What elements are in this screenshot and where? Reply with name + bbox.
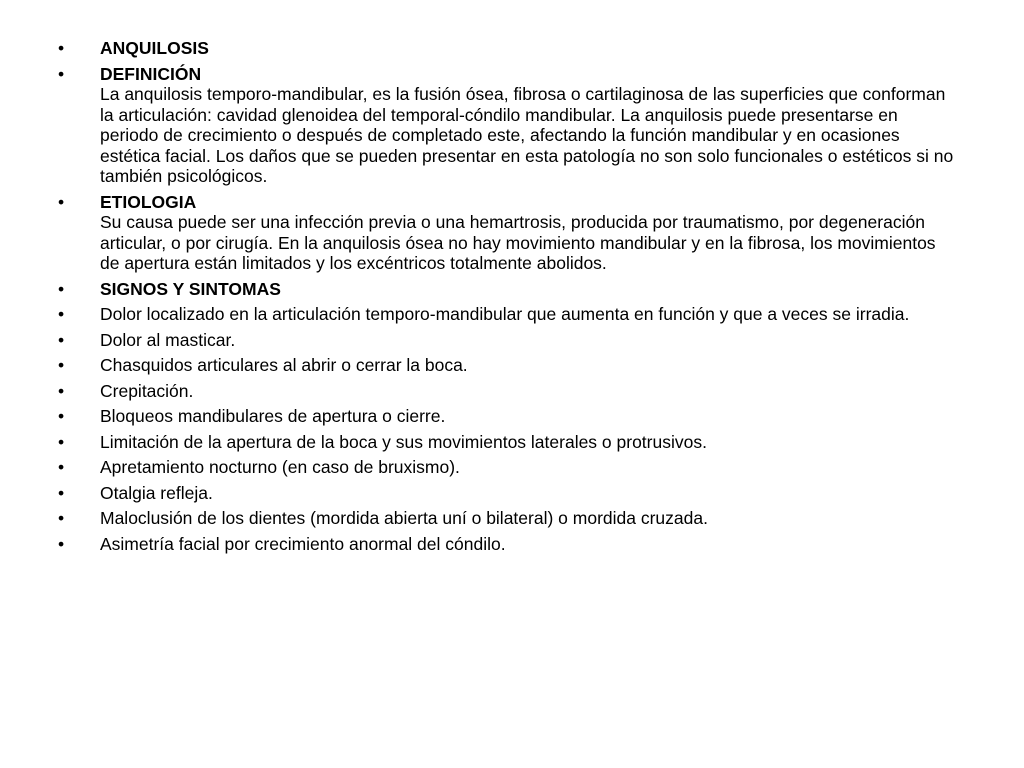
list-item-symptom bbox=[58, 534, 958, 555]
bullet-icon: • bbox=[58, 508, 65, 528]
symptom-text: Dolor al masticar. bbox=[100, 329, 236, 350]
section-body: La anquilosis temporo-mandibular, es la fusión ósea, fibrosa o cartilaginosa de las superficies que conforman la articulación: cavidad glenoidea del temporal-cóndilo mandibular. La anquilosis puede presentarse en periodo de crecimiento o después de completado este, afectando la función mandibular y en ocasiones estética facial. Los daños que se pueden presentar en esta patología no son solo funcionales o estéticos si no también psicológicos. bbox=[100, 84, 954, 186]
symptom-text: Otalgia refleja. bbox=[100, 482, 213, 503]
section-body: Su causa puede ser una infección previa o una hemartrosis, producida por traumatismo, por degeneración articular, o por cirugía. En la anquilosis ósea no hay movimiento mandibular y en la fibrosa, los movimientos de apertura están limitados y los excéntricos totalmente abolidos. bbox=[100, 212, 936, 273]
section-heading: DEFINICIÓN bbox=[100, 63, 202, 84]
symptom-text: Dolor localizado en la articulación temporo-mandibular que aumenta en función y que a veces se irradia. bbox=[100, 304, 910, 324]
symptom-text: Limitación de la apertura de la boca y sus movimientos laterales o protrusivos. bbox=[100, 431, 707, 452]
bullet-icon: • bbox=[58, 431, 65, 452]
list-item-signos-sintomas bbox=[58, 279, 958, 300]
symptom-text: Apretamiento nocturno (en caso de bruxismo). bbox=[100, 457, 460, 477]
list-item-symptom bbox=[58, 330, 958, 351]
bullet-icon: • bbox=[58, 533, 65, 554]
bullet-icon: • bbox=[58, 329, 65, 350]
symptom-text: Chasquidos articulares al abrir o cerrar la boca. bbox=[100, 355, 468, 375]
section-heading: ETIOLOGIA bbox=[100, 191, 197, 212]
list-item-symptom bbox=[58, 406, 958, 427]
list-item-symptom bbox=[58, 432, 958, 453]
bullet-icon: • bbox=[58, 355, 65, 375]
bullet-icon: • bbox=[58, 380, 65, 401]
bullet-icon: • bbox=[58, 406, 65, 426]
bullet-list bbox=[58, 38, 958, 559]
symptom-text: Crepitación. bbox=[100, 380, 194, 401]
list-item-symptom bbox=[58, 508, 958, 529]
list-item-symptom bbox=[58, 355, 958, 376]
bullet-icon: • bbox=[58, 482, 65, 503]
symptom-text: Asimetría facial por crecimiento anormal del cóndilo. bbox=[100, 533, 506, 554]
section-heading: ANQUILOSIS bbox=[100, 38, 209, 58]
bullet-icon: • bbox=[58, 38, 65, 58]
list-item-etiologia bbox=[58, 192, 958, 274]
bullet-icon: • bbox=[58, 191, 65, 212]
bullet-icon: • bbox=[58, 457, 65, 477]
bullet-icon: • bbox=[58, 278, 65, 299]
list-item-symptom bbox=[58, 457, 958, 478]
symptom-text: Maloclusión de los dientes (mordida abierta uní o bilateral) o mordida cruzada. bbox=[100, 508, 708, 528]
bullet-icon: • bbox=[58, 63, 65, 84]
list-item-anquilosis bbox=[58, 38, 958, 59]
section-heading: SIGNOS Y SINTOMAS bbox=[100, 278, 281, 299]
list-item-symptom bbox=[58, 483, 958, 504]
symptom-text: Bloqueos mandibulares de apertura o cierre. bbox=[100, 406, 446, 426]
list-item-definicion bbox=[58, 64, 958, 187]
list-item-symptom bbox=[58, 381, 958, 402]
bullet-icon: • bbox=[58, 304, 65, 324]
list-item-symptom bbox=[58, 304, 958, 325]
